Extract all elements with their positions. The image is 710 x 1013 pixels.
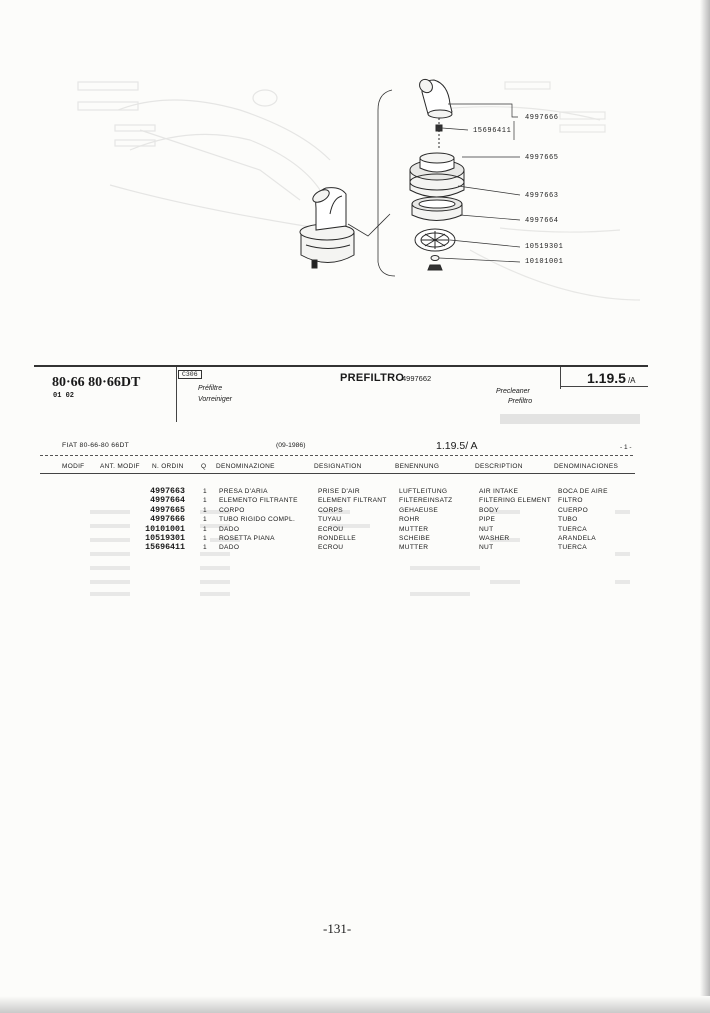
bleed-through-left [78, 82, 330, 230]
callout-10101001: 10101001 [525, 258, 564, 266]
cell-name-english: NUT [479, 544, 494, 552]
cell-name-spanish: TUERCA [558, 525, 587, 533]
page-reference-number: 1.19.5 [587, 370, 626, 386]
cell-name-french: CORPS [318, 506, 343, 514]
cell-name-spanish: ARANDELA [558, 535, 596, 543]
assembled-prefilter-drawing [300, 187, 354, 268]
cell-name-french: RONDELLE [318, 535, 356, 543]
cell-name-french: TUYAU [318, 516, 342, 524]
table-row [142, 515, 638, 524]
header-divider [560, 386, 648, 387]
cell-name-spanish: BOCA DE AIRE [558, 488, 608, 495]
model-designation: 80·66 80·66DT [52, 375, 141, 390]
name-english: Precleaner [496, 388, 530, 395]
cell-part-number: 4997664 [150, 496, 185, 506]
cell-name-german: SCHEIBE [399, 535, 431, 543]
cell-name-english: AIR INTAKE [479, 488, 519, 495]
table-row [142, 506, 638, 515]
table-row [142, 496, 638, 505]
cell-part-number: 4997665 [150, 505, 185, 515]
cell-part-number: 4997666 [150, 515, 185, 525]
cell-name-english: NUT [479, 525, 494, 533]
col-header-order-no: N. ORDIN [152, 463, 184, 470]
col-header-qty: Q [201, 463, 207, 470]
cell-quantity: 1 [203, 506, 207, 514]
cell-name-spanish: CUERPO [558, 506, 589, 514]
name-french: Préfiltre [198, 385, 223, 392]
callout-4997665: 4997665 [525, 154, 559, 162]
cell-name-italian: ELEMENTO FILTRANTE [219, 497, 298, 505]
cell-quantity: 1 [203, 535, 207, 543]
page-number: -131- [323, 921, 352, 936]
sheet-number: - 1 - [620, 444, 632, 451]
col-header-english: DESCRIPTION [475, 463, 523, 470]
cell-name-italian: DADO [219, 544, 240, 552]
table-row [142, 487, 638, 496]
name-spanish: Prefiltro [508, 398, 533, 405]
col-header-ant-modif: ANT. MODIF [100, 463, 140, 470]
parts-table [142, 487, 638, 553]
page-title: PREFILTRO [340, 372, 405, 384]
col-header-modif: MODIF [62, 463, 85, 470]
cell-part-number: 4997663 [150, 487, 185, 496]
callout-4997664: 4997664 [525, 217, 559, 225]
page-edge-shadow [0, 996, 710, 1013]
cell-part-number: 10101001 [145, 524, 185, 534]
table-row [142, 534, 638, 543]
cell-name-german: ROHR [399, 516, 420, 524]
cell-name-english: WASHER [479, 535, 510, 543]
cell-name-italian: PRESA D'ARIA [219, 488, 268, 495]
col-header-french: DESIGNATION [314, 463, 362, 470]
cell-name-spanish: TUBO [558, 516, 578, 524]
cell-name-english: PIPE [479, 516, 496, 524]
cell-name-spanish: FILTRO [558, 497, 583, 505]
header-top-rule [34, 365, 648, 367]
group-code-box: C306 [178, 370, 202, 379]
callout-4997666: 4997666 [525, 114, 559, 122]
title-part-number: 4997662 [402, 374, 432, 383]
cell-quantity: 1 [203, 497, 207, 505]
callout-15696411: 15696411 [473, 127, 512, 135]
cell-name-german: LUFTLEITUNG [399, 488, 448, 495]
cell-part-number: 10519301 [145, 534, 185, 544]
cell-name-german: GEHAEUSE [399, 506, 439, 514]
cell-quantity: 1 [203, 544, 207, 552]
table-row [142, 543, 638, 552]
cell-name-italian: TUBO RIGIDO COMPL. [219, 516, 296, 524]
exploded-parts [410, 77, 464, 270]
callout-10519301: 10519301 [525, 243, 564, 251]
cell-name-italian: ROSETTA PIANA [219, 535, 275, 543]
cell-quantity: 1 [203, 488, 207, 495]
cell-quantity: 1 [203, 525, 207, 533]
cell-name-french: ECROU [318, 525, 344, 533]
cell-name-french: ELEMENT FILTRANT [318, 497, 387, 505]
cell-quantity: 1 [203, 516, 207, 524]
dotted-rule [40, 455, 635, 456]
column-header-rule [40, 473, 635, 474]
cell-name-french: ECROU [318, 544, 344, 552]
page-reference-suffix: /A [627, 376, 636, 385]
header-divider [176, 367, 177, 422]
bleed-through-text [500, 410, 650, 434]
name-german: Vorreiniger [198, 396, 232, 403]
cell-name-spanish: TUERCA [558, 544, 587, 552]
model-variant-codes: 01 02 [53, 392, 75, 400]
table-row [142, 525, 638, 534]
bleed-through-mark [500, 410, 650, 430]
applicability: FIAT 80-66-80 66DT [62, 442, 130, 449]
cell-name-italian: CORPO [219, 506, 245, 514]
edition-date: (09-1986) [276, 442, 306, 449]
cell-name-english: FILTERING ELEMENT [479, 497, 552, 505]
cell-name-english: BODY [479, 506, 499, 514]
cell-part-number: 15696411 [145, 543, 185, 553]
col-header-italian: DENOMINAZIONE [216, 463, 275, 470]
callout-4997663: 4997663 [525, 192, 559, 200]
col-header-spanish: DENOMINACIONES [554, 463, 619, 470]
cell-name-german: FILTEREINSATZ [399, 497, 453, 505]
cell-name-german: MUTTER [399, 525, 429, 533]
cell-name-french: PRISE D'AIR [318, 488, 360, 495]
page-reference [587, 370, 636, 386]
exploded-drawing [0, 0, 710, 340]
cell-name-italian: DADO [219, 525, 240, 533]
col-header-german: BENENNUNG [395, 463, 440, 470]
page-reference-mid: 1.19.5/ A [436, 440, 478, 452]
cell-name-german: MUTTER [399, 544, 429, 552]
